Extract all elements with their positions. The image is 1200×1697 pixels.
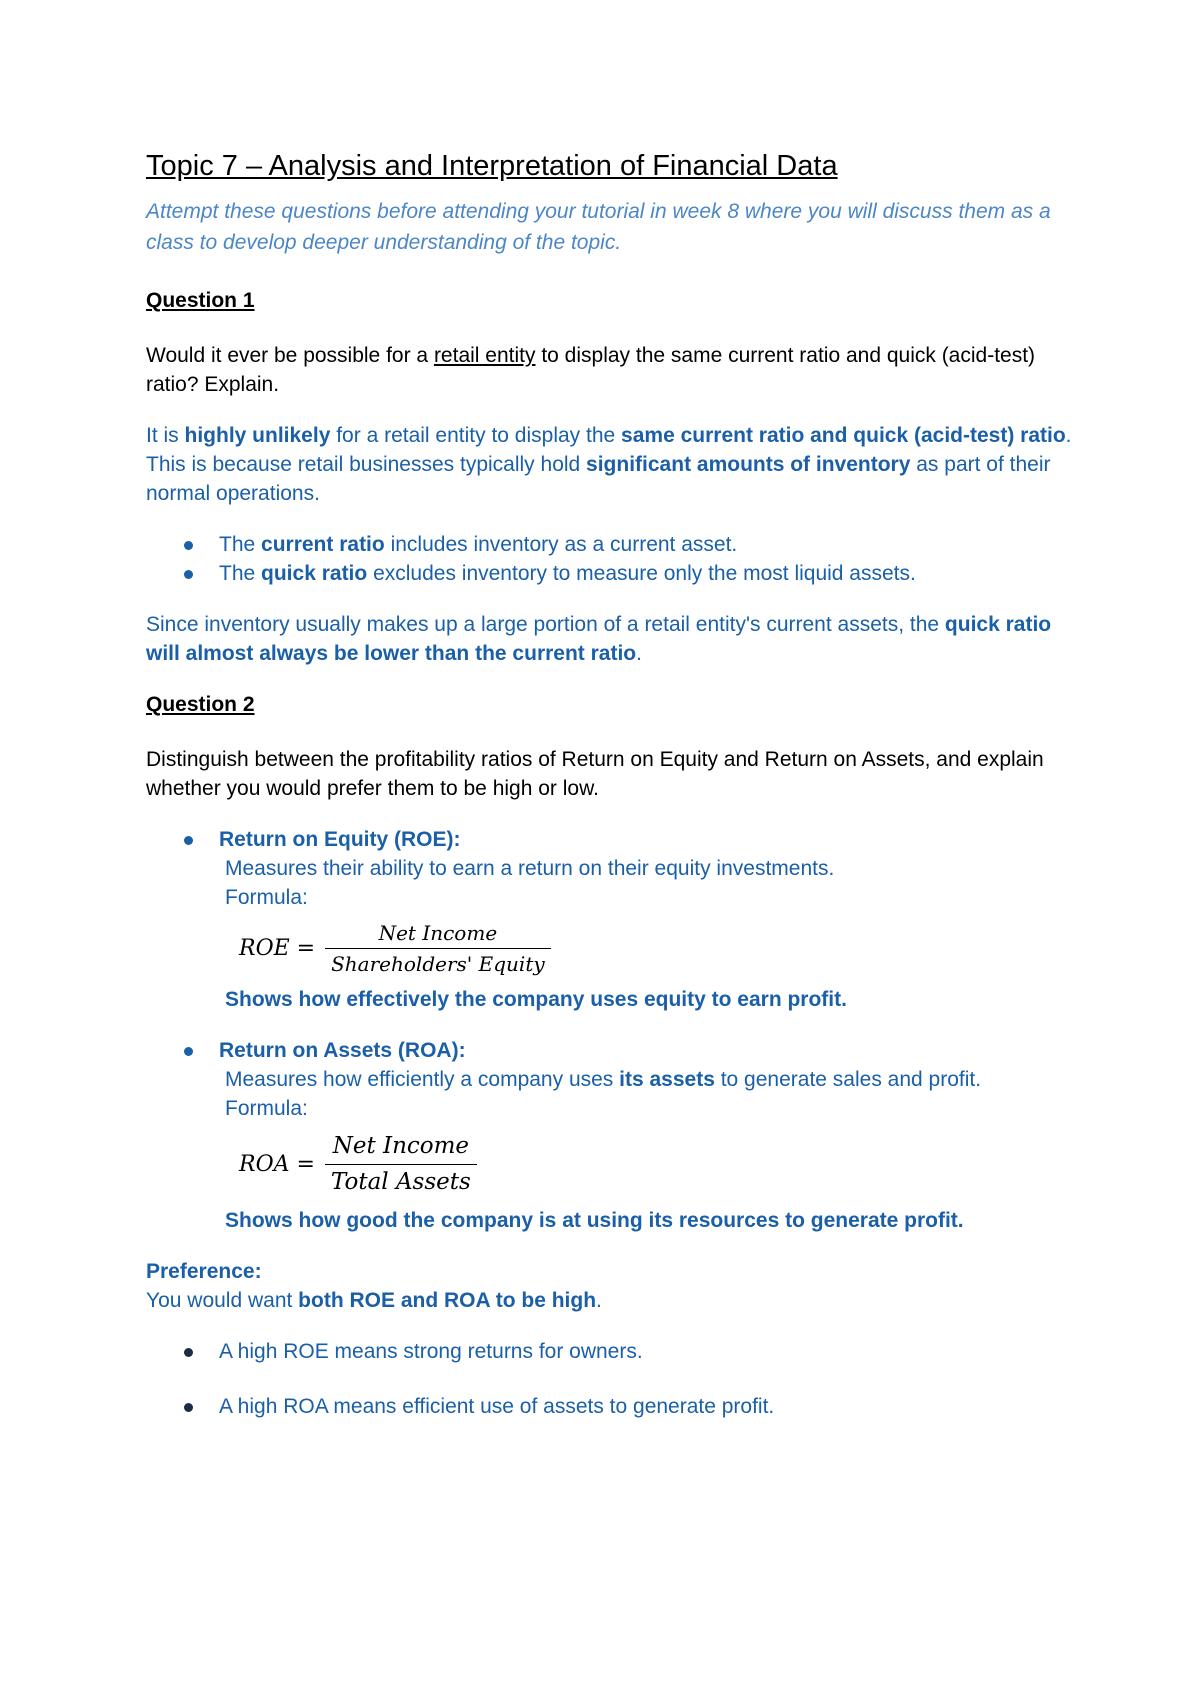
question-1-text: Would it ever be possible for a retail entity to display the same current ratio and quick (acid-test) ratio? Explain.: [146, 344, 1036, 396]
roe-formula-lhs: ROE =: [239, 936, 316, 961]
bullet-icon: [184, 570, 193, 579]
preference-bullets: [146, 1337, 1076, 1421]
roa-denominator: Total Assets: [325, 1164, 477, 1198]
bullet-icon: [184, 836, 193, 845]
bullet-icon: [184, 1403, 193, 1412]
bullet-icon: [184, 541, 193, 550]
roa-formula-label: Formula:: [225, 1097, 308, 1120]
roe-description: Measures their ability to earn a return on their equity investments.: [225, 857, 835, 880]
document-content: [146, 148, 1076, 1443]
preference-label: Preference:: [146, 1260, 262, 1283]
answer-1-line-1: It is highly unlikely for a retail entity to display the same current ratio and quick (acid-test) ratio.: [146, 424, 1072, 447]
roe-formula-label: Formula:: [225, 886, 308, 909]
list-item: The current ratio includes inventory as a current asset.: [146, 530, 1076, 559]
preference-text: You would want both ROE and ROA to be high.: [146, 1289, 602, 1312]
answer-1-conclusion: Since inventory usually makes up a large portion of a retail entity's current assets, the quick ratio will almost always be lower than the current ratio.: [146, 613, 1052, 665]
answer-1-bullets: [146, 530, 1076, 588]
roa-fraction: [325, 1131, 477, 1198]
answer-1-line-2: This is because retail businesses typically hold significant amounts of inventory as part of their normal operations.: [146, 453, 1051, 505]
question-2-heading: Question 2: [146, 693, 255, 716]
roe-numerator: Net Income: [378, 921, 498, 945]
bullet-icon: [184, 1348, 193, 1357]
roa-formula: [239, 1131, 1076, 1198]
underlined-term: retail entity: [433, 344, 536, 367]
roa-formula-lhs: ROA =: [239, 1152, 315, 1177]
list-item: A high ROE means strong returns for owners.: [146, 1337, 1076, 1366]
roa-description: Measures how efficiently a company uses its assets to generate sales and profit.: [225, 1068, 982, 1091]
list-item-roe: [146, 825, 1076, 1014]
bullet-icon: [184, 1047, 193, 1056]
list-item: A high ROA means efficient use of assets to generate profit.: [146, 1392, 1076, 1421]
roe-details: [219, 854, 1076, 1014]
roe-formula: [239, 920, 1076, 977]
roe-summary: Shows how effectively the company uses equity to earn profit.: [225, 988, 847, 1011]
roe-label: Return on Equity (ROE):: [219, 828, 461, 851]
roa-numerator: Net Income: [332, 1133, 470, 1159]
question-1-heading: Question 1: [146, 289, 255, 312]
list-item: The quick ratio excludes inventory to measure only the most liquid assets.: [146, 559, 1076, 588]
roa-summary: Shows how good the company is at using its resources to generate profit.: [225, 1209, 964, 1232]
question-2-text: Distinguish between the profitability ratios of Return on Equity and Return on Assets, and explain whether you would prefer them to be high or low.: [146, 748, 1044, 800]
intro-text: Attempt these questions before attending your tutorial in week 8 where you will discuss them as a class to develop deeper understanding of the topic.: [146, 200, 1051, 254]
answer-1-paragraph: [146, 421, 1076, 508]
roa-details: [219, 1065, 1076, 1235]
roe-denominator: Shareholders' Equity: [325, 948, 551, 977]
page-title: Topic 7 – Analysis and Interpretation of Financial Data: [146, 150, 838, 182]
list-item-roa: [146, 1036, 1076, 1235]
roe-fraction: [325, 920, 551, 977]
roa-label: Return on Assets (ROA):: [219, 1039, 466, 1062]
preference-paragraph: [146, 1257, 1076, 1315]
answer-2-ratios: [146, 825, 1076, 1235]
